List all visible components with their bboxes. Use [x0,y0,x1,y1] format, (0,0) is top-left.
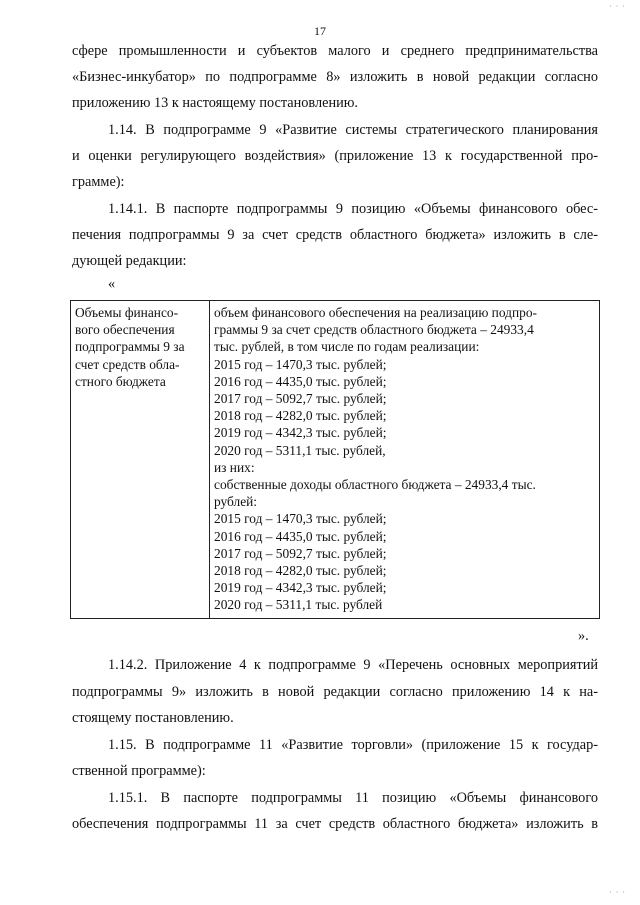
passport-table [70,300,600,619]
paragraph-line: грамме): [72,174,125,190]
cell-line: 2020 год – 5311,1 тыс. рублей, [214,442,386,458]
scan-mark: · · · [609,888,626,897]
cell-line: подпрограммы 9 за [75,339,185,355]
cell-line: рублей: [214,494,258,510]
paragraph-line: 1.15. В подпрограмме 11 «Развитие торговли» (приложение 15 к государ- [108,737,598,753]
cell-line: Объемы финансо- [75,305,179,320]
paragraph-line: «Бизнес-инкубатор» по подпрограмме 8» изложить в новой редакции согласно [72,69,598,85]
paragraph-line: 1.14. В подпрограмме 9 «Развитие системы стратегического планирования [108,122,598,138]
cell-line: 2020 год – 5311,1 тыс. рублей [214,597,383,613]
cell-line: 2018 год – 4282,0 тыс. рублей; [214,563,387,579]
closing-quote: ». [578,628,589,644]
cell-line: 2017 год – 5092,7 тыс. рублей; [214,391,387,407]
cell-line: счет средств обла- [75,356,180,372]
page-number: 17 [314,24,326,38]
paragraph-line: сфере промышленности и субъектов малого и среднего предпринимательства [72,43,598,59]
cell-line: вого обеспечения [75,322,175,338]
scan-mark: · · · [609,2,626,11]
cell-line: 2016 год – 4435,0 тыс. рублей; [214,528,387,544]
cell-line: 2018 год – 4282,0 тыс. рублей; [214,408,387,424]
paragraph-line: стоящему постановлению. [72,710,234,726]
paragraph-line: печения подпрограммы 9 за счет средств областного бюджета» изложить в сле- [72,227,598,243]
cell-line: граммы 9 за счет средств областного бюджета – 24933,4 [214,322,534,338]
paragraph-line: 1.15.1. В паспорте подпрограммы 11 позицию «Объемы финансового [108,790,598,806]
paragraph-line: ственной программе): [72,763,206,779]
paragraph-line: обеспечения подпрограммы 11 за счет средств областного бюджета» изложить в [72,816,598,832]
table-row [71,301,600,619]
cell-line: 2017 год – 5092,7 тыс. рублей; [214,545,387,561]
table-cell-value [210,301,600,619]
cell-line: 2016 год – 4435,0 тыс. рублей; [214,373,387,389]
paragraph-line: и оценки регулирующего воздействия» (приложение 13 к государственной про- [72,148,598,164]
opening-quote: « [108,276,116,292]
paragraph-line: дующей редакции: [72,253,187,269]
paragraph-line: 1.14.1. В паспорте подпрограммы 9 позицию «Объемы финансового обес- [108,201,598,217]
cell-line: тыс. рублей, в том числе по годам реализации: [214,339,480,355]
cell-line: из них: [214,459,255,475]
cell-line: 2019 год – 4342,3 тыс. рублей; [214,425,387,441]
cell-line: 2015 год – 1470,3 тыс. рублей; [214,511,387,527]
cell-line: собственные доходы областного бюджета – 24933,4 тыс. [214,477,536,493]
cell-line: стного бюджета [75,373,166,389]
paragraph-line: подпрограммы 9» изложить в новой редакции согласно приложению 14 к на- [72,684,598,700]
paragraph-line: 1.14.2. Приложение 4 к подпрограмме 9 «Перечень основных мероприятий [108,657,598,673]
cell-line: 2015 год – 1470,3 тыс. рублей; [214,356,387,372]
table-cell-label [71,301,210,619]
cell-line: 2019 год – 4342,3 тыс. рублей; [214,580,387,596]
paragraph-line: приложению 13 к настоящему постановлению. [72,95,359,111]
cell-line: объем финансового обеспечения на реализацию подпро- [214,305,537,320]
